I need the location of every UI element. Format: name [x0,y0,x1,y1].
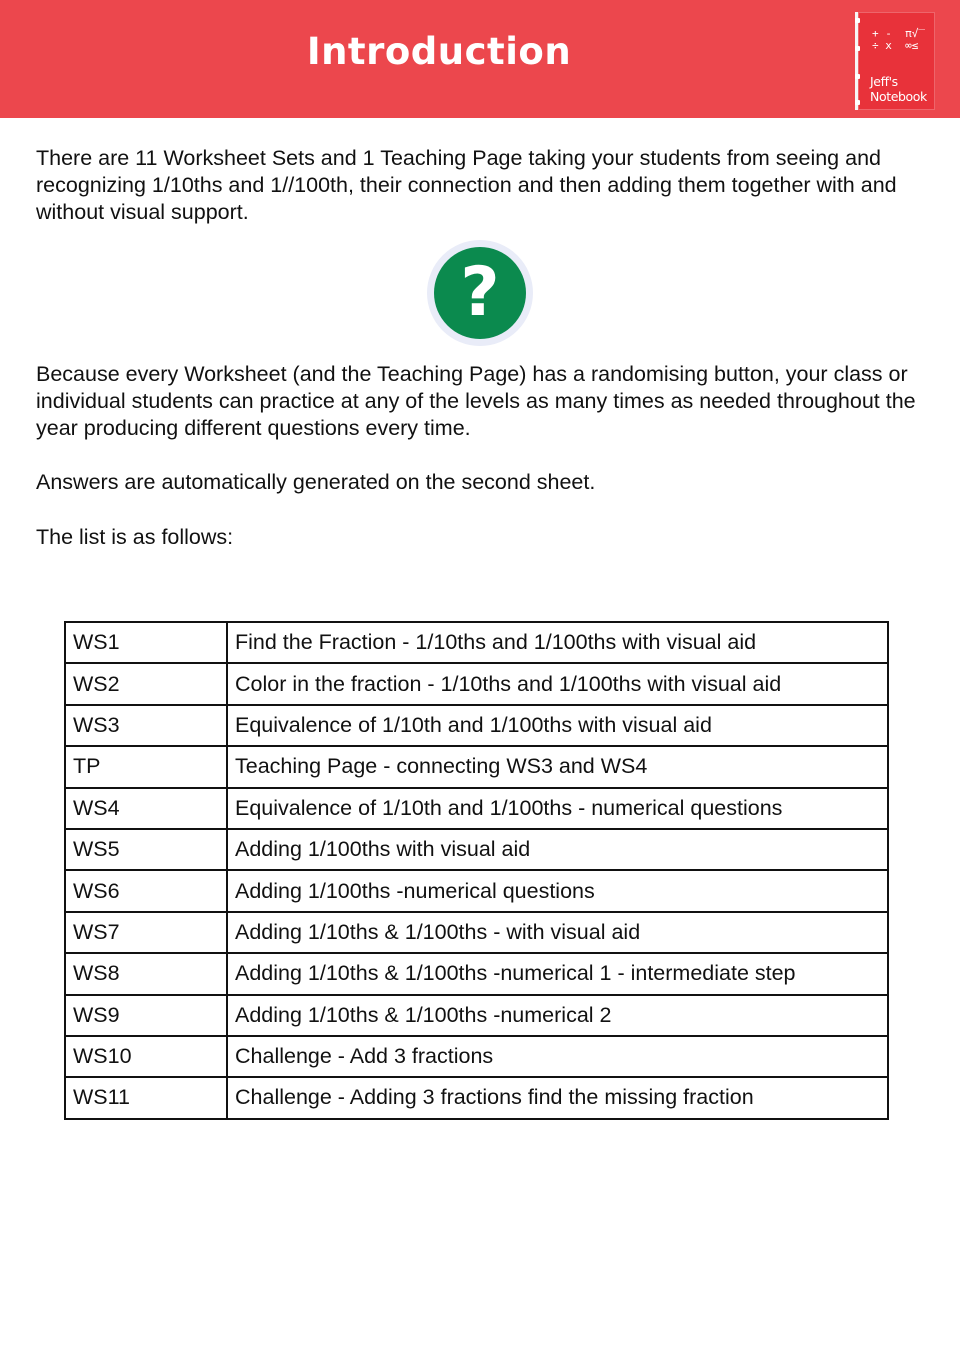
list-intro: The list is as follows: [36,525,234,549]
worksheet-code: WS9 [65,995,227,1036]
table-row [65,788,888,829]
worksheet-code: TP [65,746,227,787]
worksheet-description: Challenge - Adding 3 fractions find the missing fraction [227,1077,888,1118]
worksheet-code: WS11 [65,1077,227,1118]
logo-name-line2: Notebook [870,89,927,104]
answers-paragraph: Answers are automatically generated on the second sheet. [36,470,596,494]
question-mark-glyph: ? [434,247,526,339]
worksheet-description: Adding 1/100ths with visual aid [227,829,888,870]
worksheet-description: Find the Fraction - 1/10ths and 1/100ths with visual aid [227,622,888,663]
table-row [65,705,888,746]
jeffs-notebook-logo [855,12,935,110]
worksheet-code: WS6 [65,870,227,911]
worksheet-code: WS4 [65,788,227,829]
logo-name [870,74,927,104]
table-row [65,829,888,870]
header-banner [0,0,960,118]
page-title: Introduction [306,30,572,73]
worksheet-description: Adding 1/100ths -numerical questions [227,870,888,911]
worksheet-code: WS1 [65,622,227,663]
math-symbols-icon: + - π√‾ ÷ x ∞≤ [872,27,925,52]
worksheet-description: Equivalence of 1/10th and 1/100ths - numerical questions [227,788,888,829]
worksheet-code: WS5 [65,829,227,870]
worksheet-description: Equivalence of 1/10th and 1/100ths with visual aid [227,705,888,746]
table-row [65,870,888,911]
worksheet-code: WS10 [65,1036,227,1077]
worksheet-description: Adding 1/10ths & 1/100ths -numerical 2 [227,995,888,1036]
table-row [65,995,888,1036]
intro-paragraph: There are 11 Worksheet Sets and 1 Teaching Page taking your students from seeing and recognizing 1/10ths and 1//100th, their connection and then adding them together with and without visual support. [36,146,897,224]
worksheet-code: WS3 [65,705,227,746]
table-row [65,1036,888,1077]
table-row [65,746,888,787]
logo-name-line1: Jeff's [870,74,898,89]
randomise-paragraph: Because every Worksheet (and the Teaching Page) has a randomising button, your class or individual students can practice at any of the levels as many times as needed throughout the year producing different questions every time. [36,362,916,440]
worksheet-description: Adding 1/10ths & 1/100ths - with visual aid [227,912,888,953]
table-row [65,912,888,953]
table-row [65,663,888,704]
worksheet-table [64,621,889,1120]
worksheet-description: Challenge - Add 3 fractions [227,1036,888,1077]
worksheet-description: Teaching Page - connecting WS3 and WS4 [227,746,888,787]
table-row [65,622,888,663]
worksheet-description: Adding 1/10ths & 1/100ths -numerical 1 - intermediate step [227,953,888,994]
worksheet-code: WS7 [65,912,227,953]
question-mark-icon [427,240,533,346]
table-row [65,953,888,994]
worksheet-code: WS2 [65,663,227,704]
worksheet-description: Color in the fraction - 1/10ths and 1/100ths with visual aid [227,663,888,704]
worksheet-code: WS8 [65,953,227,994]
table-row [65,1077,888,1118]
